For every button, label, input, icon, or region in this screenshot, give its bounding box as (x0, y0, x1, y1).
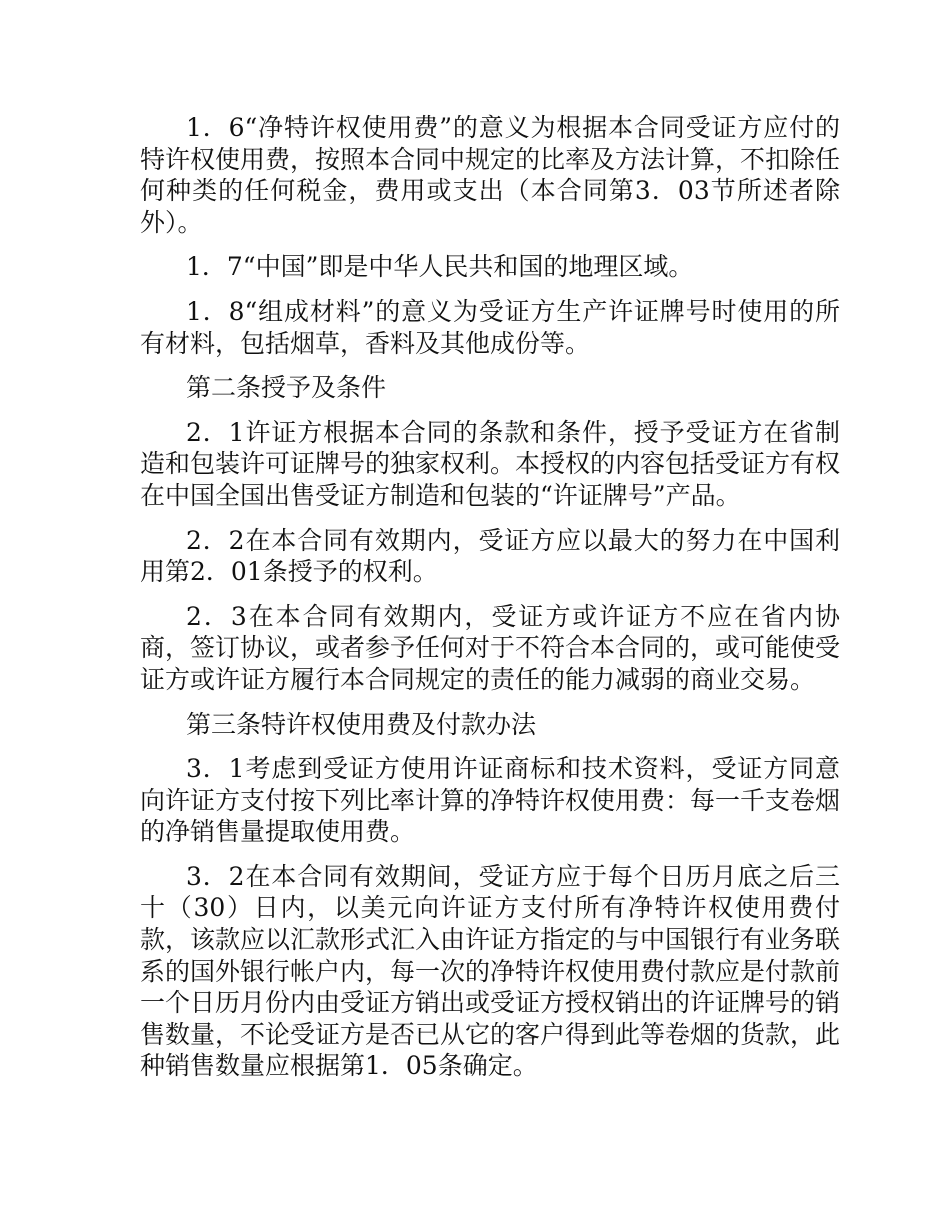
clause-2-1: 2．1许证方根据本合同的条款和条件，授予受证方在省制造和包装许可证牌号的独家权利。本授权的内容包括受证方有权在中国全国出售受证方制造和包装的“许证牌号”产品。 (140, 417, 841, 510)
clause-3-2: 3．2在本合同有效期间，受证方应于每个日历月底之后三十（30）日内，以美元向许证方支付所有净特许权使用费付款，该款应以汇款形式汇入由许证方指定的与中国银行有业务联系的国外银行帐户内，每一次的净特许权使用费付款应是付款前一个日历月份内由受证方销出或受证方授权销出的许证牌号的销售数量，不论受证方是否已从它的客户得到此等卷烟的货款，此种销售数量应根据第1．05条确定。 (140, 861, 841, 1081)
clause-1-8: 1．8“组成材料”的意义为受证方生产许证牌号时使用的所有材料，包括烟草，香料及其他成份等。 (140, 296, 840, 358)
document-body (140, 112, 840, 1095)
clause-1-7: 1．7“中国”即是中华人民共和国的地理区域。 (186, 252, 694, 282)
clause-2-3: 2．3在本合同有效期内，受证方或许证方不应在省内协商，签订协议，或者参予任何对于不符合本合同的，或可能使受证方或许证方履行本合同规定的责任的能力减弱的商业交易。 (140, 601, 841, 694)
article-3-heading: 第三条特许权使用费及付款办法 (186, 709, 537, 739)
clause-3-1: 3．1考虑到受证方使用许证商标和技术资料，受证方同意向许证方支付按下列比率计算的净特许权使用费：每一千支卷烟的净销售量提取使用费。 (140, 754, 841, 847)
article-2-heading: 第二条授予及条件 (186, 373, 387, 403)
clause-2-2: 2．2在本合同有效期内，受证方应以最大的努力在中国利用第2．01条授予的权利。 (140, 525, 840, 587)
clause-1-6: 1．6“净特许权使用费”的意义为根据本合同受证方应付的特许权使用费，按照本合同中规定的比率及方法计算，不扣除任何种类的任何税金，费用或支出（本合同第3．03节所述者除外）。 (140, 113, 841, 237)
